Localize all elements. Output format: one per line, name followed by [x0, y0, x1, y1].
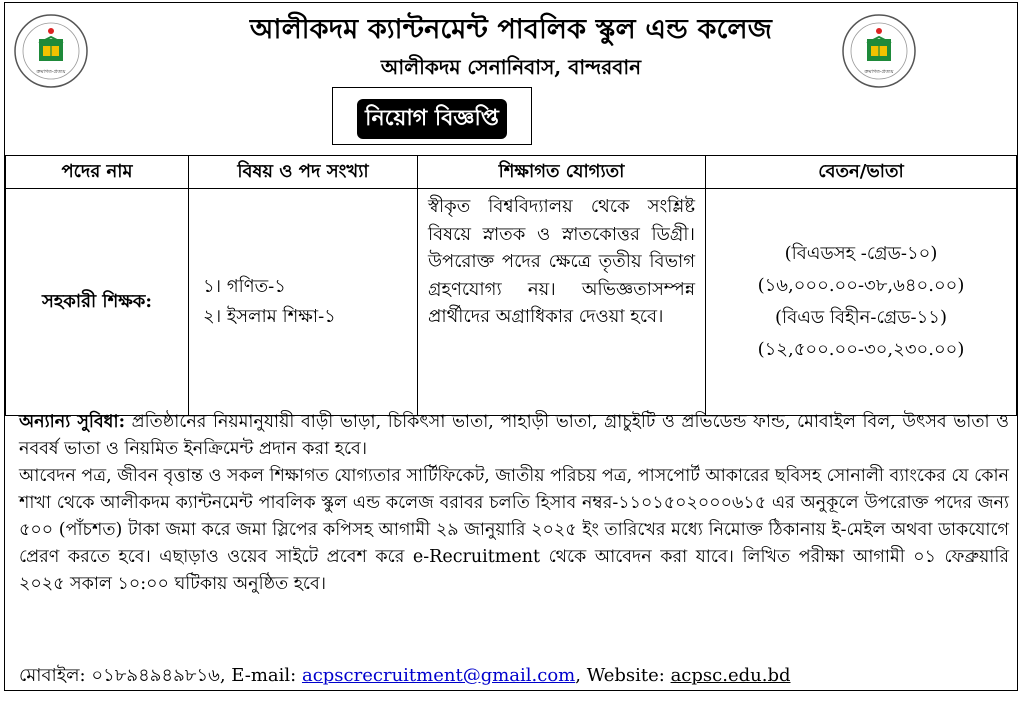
col-header-subjects: বিষয় ও পদ সংখ্যা: [189, 156, 418, 189]
school-crest-icon: [841, 13, 917, 89]
notice-title: নিয়োগ বিজ্ঞপ্তি: [357, 99, 507, 139]
salary-line: (বিএড বিহীন-গ্রেড-১১): [775, 307, 947, 328]
website-label: , Website:: [575, 665, 671, 686]
email-link[interactable]: acpscrecruitment@gmail.com: [301, 665, 576, 686]
col-header-post: পদের নাম: [6, 156, 189, 189]
salary-line: (বিএডসহ -গ্রেড-১০): [784, 243, 938, 264]
institution-location: আলীকদম সেনানিবাস, বান্দরবান: [380, 55, 642, 79]
website-link[interactable]: acpsc.edu.bd: [670, 665, 791, 686]
notice-body: [19, 409, 1009, 598]
logo-caption: ক্রমাগত-প্রত্যয়: [36, 69, 66, 75]
qualification-cell: স্বীকৃত বিশ্ববিদ্যালয় থেকে সংশ্লিষ্ট বিষয়ে স্নাতক ও স্নাতকোত্তর ডিগ্রী। উপরোক্ত পদের ক্ষেত্রে তৃতীয় বিভাগ গ্রহণযোগ্য নয়। অভিজ্ঞতাসম্পন্ন প্রার্থীদের অগ্রাধিকার দেওয়া হবে।: [418, 189, 706, 416]
subject-item: ২। ইসলাম শিক্ষা-১: [203, 306, 336, 327]
contact-line: [19, 663, 1009, 689]
col-header-qualification: শিক্ষাগত যোগ্যতা: [418, 156, 706, 189]
post-name-cell: সহকারী শিক্ষক:: [6, 189, 189, 416]
salary-line: (১৬,০০০.০০-৩৮,৬৪০.০০): [757, 275, 965, 296]
mobile-number: ০১৮৯৪৯৪৯৮১৬: [85, 665, 220, 686]
table-header-row: [6, 156, 1017, 189]
benefits-text: প্রতিষ্ঠানের নিয়মানুযায়ী বাড়ী ভাড়া, চিকিৎসা ভাতা, পাহাড়ী ভাতা, গ্রাচুইটি ও প্রভিডেন্ড ফান্ড, মোবাইল বিল, উৎসব ভাতা ও নববর্ষ ভাতা ও নিয়মিত ইনক্রিমেন্ট প্রদান করা হবে।: [19, 412, 1010, 459]
institution-name: আলীকদম ক্যান্টনমেন্ট পাবলিক স্কুল এন্ড কলেজ: [249, 14, 773, 45]
salary-cell: [706, 189, 1017, 416]
col-header-salary: বেতন/ভাতা: [706, 156, 1017, 189]
table-row: [6, 189, 1017, 416]
notice-frame: [4, 2, 1018, 691]
subjects-cell: [189, 189, 418, 416]
mobile-label: মোবাইল:: [19, 665, 86, 686]
vacancy-table: [5, 155, 1017, 416]
email-label: , E-mail:: [219, 665, 302, 686]
application-paragraph: আবেদন পত্র, জীবন বৃত্তান্ত ও সকল শিক্ষাগত যোগ্যতার সার্টিফিকেট, জাতীয় পরিচয় পত্র, পাসপোর্ট আকারের ছবিসহ সোনালী ব্যাংকের যে কোন শাখা থেকে আলীকদম ক্যান্টনমেন্ট পাবলিক স্কুল এন্ড কলেজ বরাবর চলতি হিসাব নম্বর-১১০১৫০২০০০৬১৫ এর অনুকূলে উপরোক্ত পদের জন্য ৫০০ (পাঁচশত) টাকা জমা করে জমা স্লিপের কপিসহ আগামী ২৯ জানুয়ারি ২০২৫ ইং তারিখের মধ্যে নিমোক্ত ঠিকানায় ই-মেইল অথবা ডাকযোগে প্রেরণ করতে হবে। এছাড়াও ওয়েব সাইটে প্রবেশ করে e-Recruitment থেকে আবেদন করা যাবে। লিখিত পরীক্ষা আগামী ০১ ফেব্রুয়ারি ২০২৫ সকাল ১০:০০ ঘটিকায় অনুষ্ঠিত হবে।: [19, 466, 1009, 594]
salary-line: (১২,৫০০.০০-৩০,২৩০.০০): [757, 339, 965, 360]
notice-header: [5, 3, 1017, 155]
benefits-paragraph: [19, 409, 1009, 463]
subject-item: ১। গণিত-১: [203, 276, 286, 297]
benefits-label: অন্যান্য সুবিধা:: [19, 412, 126, 432]
logo-caption: ক্রমাগত-প্রত্যয়: [864, 69, 894, 75]
